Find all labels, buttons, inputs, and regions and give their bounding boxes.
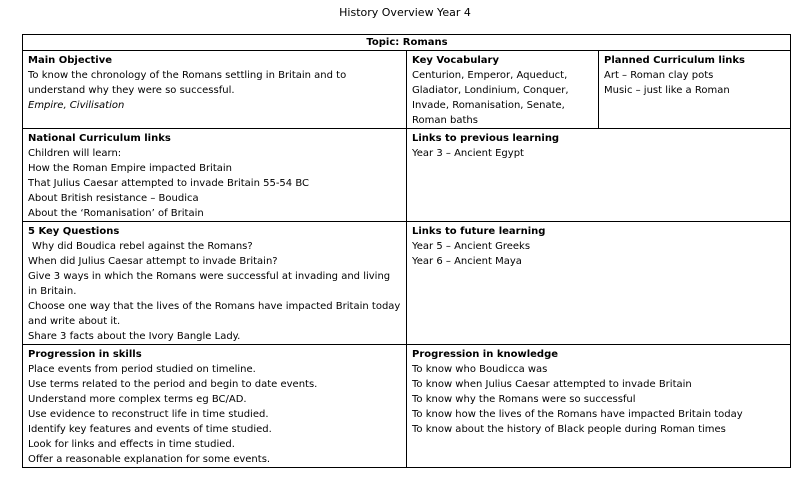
main-objective-keywords: Empire, Civilisation [28, 100, 125, 111]
knowledge-item: To know who Boudicca was [412, 364, 548, 375]
key-vocabulary-text: Centurion, Emperor, Aqueduct, Gladiator, Londinium, Conquer, Invade, Romanisation, Senate, Roman baths [412, 70, 569, 126]
national-curriculum-links-cell [23, 129, 407, 222]
skill-item: Look for links and effects in time studied. [28, 439, 235, 450]
national-curriculum-item: That Julius Caesar attempted to invade Britain 55-54 BC [28, 178, 310, 189]
national-curriculum-item: About British resistance – Boudica [28, 193, 199, 204]
key-vocabulary-cell [407, 51, 599, 129]
skill-item: Offer a reasonable explanation for some events. [28, 454, 271, 465]
planned-curriculum-links-cell [599, 51, 791, 129]
links-previous-cell [407, 129, 791, 222]
links-future-heading: Links to future learning [412, 226, 546, 237]
document-title: History Overview Year 4 [339, 6, 471, 19]
main-objective-heading: Main Objective [28, 55, 113, 66]
main-objective-text: To know the chronology of the Romans settling in Britain and to understand why they were so successful. [28, 70, 347, 96]
main-objective-cell [23, 51, 407, 129]
links-future-item: Year 5 – Ancient Greeks [412, 241, 531, 252]
progression-knowledge-heading: Progression in knowledge [412, 349, 559, 360]
national-curriculum-item: About the ‘Romanisation’ of Britain [28, 208, 204, 219]
key-questions-cell [23, 222, 407, 345]
key-vocabulary-heading: Key Vocabulary [412, 55, 499, 66]
skill-item: Use evidence to reconstruct life in time studied. [28, 409, 269, 420]
links-previous-item: Year 3 – Ancient Egypt [412, 148, 524, 159]
topic-header: Topic: Romans [23, 35, 791, 51]
skill-item: Use terms related to the period and begin to date events. [28, 379, 318, 390]
national-curriculum-links-heading: National Curriculum links [28, 133, 171, 144]
overview-table [22, 34, 791, 468]
progression-skills-cell [23, 345, 407, 468]
key-question-item: Share 3 facts about the Ivory Bangle Lady. [28, 331, 241, 342]
progression-skills-heading: Progression in skills [28, 349, 142, 360]
skill-item: Understand more complex terms eg BC/AD. [28, 394, 247, 405]
key-question-item: Why did Boudica rebel against the Romans? [32, 241, 253, 252]
skill-item: Place events from period studied on timeline. [28, 364, 256, 375]
knowledge-item: To know about the history of Black people during Roman times [412, 424, 726, 435]
knowledge-item: To know how the lives of the Romans have impacted Britain today [412, 409, 743, 420]
skill-item: Identify key features and events of time studied. [28, 424, 272, 435]
key-question-item: When did Julius Caesar attempt to invade Britain? [28, 256, 278, 267]
planned-curriculum-links-heading: Planned Curriculum links [604, 55, 745, 66]
links-future-item: Year 6 – Ancient Maya [412, 256, 522, 267]
knowledge-item: To know when Julius Caesar attempted to invade Britain [412, 379, 692, 390]
links-previous-heading: Links to previous learning [412, 133, 560, 144]
links-future-cell [407, 222, 791, 345]
planned-link-item: Music – just like a Roman [604, 85, 730, 96]
national-curriculum-item: Children will learn: [28, 148, 122, 159]
knowledge-item: To know why the Romans were so successful [412, 394, 636, 405]
national-curriculum-item: How the Roman Empire impacted Britain [28, 163, 233, 174]
progression-knowledge-cell [407, 345, 791, 468]
planned-link-item: Art – Roman clay pots [604, 70, 714, 81]
key-question-item: Choose one way that the lives of the Romans have impacted Britain today and write about it. [28, 301, 401, 327]
key-question-item: Give 3 ways in which the Romans were successful at invading and living in Britain. [28, 271, 391, 297]
key-questions-heading: 5 Key Questions [28, 226, 120, 237]
